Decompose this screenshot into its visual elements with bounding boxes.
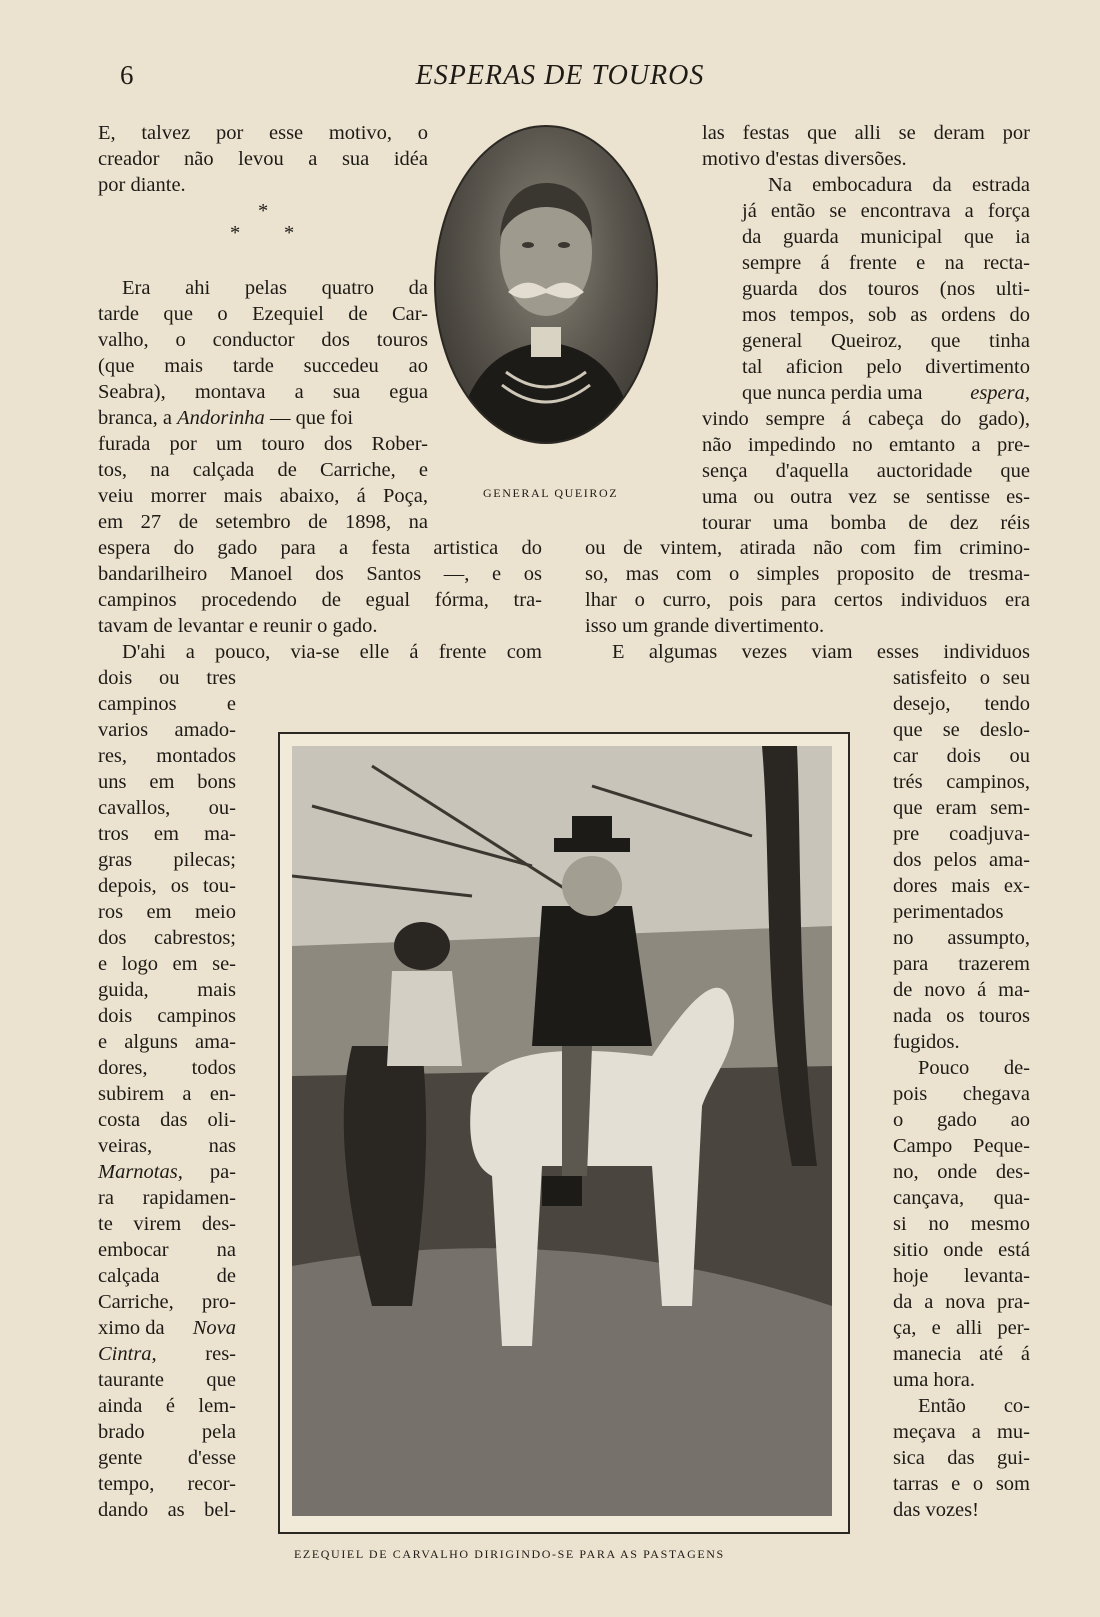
text-line: costa das oli- xyxy=(98,1109,236,1131)
text-line: general Queiroz, que tinha xyxy=(742,330,1030,352)
text-line: depois, os tou- xyxy=(98,875,236,897)
text-line: de novo á ma- xyxy=(893,979,1030,1001)
text-line: Era ahi pelas quatro da xyxy=(122,277,428,299)
text-line: calçada de xyxy=(98,1265,236,1287)
running-title: ESPERAS DE TOUROS xyxy=(415,60,705,91)
text-line: so, mas com o simples proposito de tresma- xyxy=(585,563,1030,585)
text-line-part: ximo da xyxy=(98,1317,165,1339)
portrait-caption: GENERAL QUEIROZ xyxy=(483,486,619,500)
text-line: hoje levanta- xyxy=(893,1265,1030,1287)
text-line: dores mais ex- xyxy=(893,875,1030,897)
text-line: dos cabrestos; xyxy=(98,927,236,949)
text-line: brado pela xyxy=(98,1421,236,1443)
text-line: que se deslo- xyxy=(893,719,1030,741)
text-line: gras pilecas; xyxy=(98,849,236,871)
text-line: Carriche, pro- xyxy=(98,1291,236,1313)
text-line: campinos procedendo de egual fórma, tra- xyxy=(98,589,542,611)
text-line: subirem a en- xyxy=(98,1083,236,1105)
text-line: dando as bel- xyxy=(98,1499,236,1521)
text-line: tempo, recor- xyxy=(98,1473,236,1495)
horseman-photo xyxy=(292,746,832,1516)
text-line: creador não levou a sua idéa xyxy=(98,148,428,170)
text-line: e alguns ama- xyxy=(98,1031,236,1053)
text-line: que eram sem- xyxy=(893,797,1030,819)
text-line: das vozes! xyxy=(893,1499,979,1521)
text-line: e logo em se- xyxy=(98,953,236,975)
text-line: para trazerem xyxy=(893,953,1030,975)
text-line: dos pelos ama- xyxy=(893,849,1030,871)
text-line xyxy=(742,380,1030,406)
section-mark: * xyxy=(284,222,295,244)
text-line: uma hora. xyxy=(893,1369,975,1391)
text-line: por diante. xyxy=(98,174,186,196)
text-line: car dois ou xyxy=(893,745,1030,767)
text-line xyxy=(98,1341,236,1367)
text-line: Pouco de- xyxy=(918,1057,1030,1079)
text-line-part: — que foi xyxy=(269,407,354,429)
text-line-part: que nunca perdia uma xyxy=(742,382,923,404)
text-line: dois ou tres xyxy=(98,667,236,689)
text-line: las festas que alli se deram por xyxy=(702,122,1030,144)
text-line: ça, e alli per- xyxy=(893,1317,1030,1339)
text-line: E algumas vezes viam esses individuos xyxy=(612,641,1030,663)
text-line: si no mesmo xyxy=(893,1213,1030,1235)
text-line: satisfeito o seu xyxy=(893,667,1030,689)
text-line: manecia até á xyxy=(893,1343,1030,1365)
text-line: tourar uma bomba de dez réis xyxy=(702,512,1030,534)
text-line xyxy=(98,1315,236,1341)
text-line: veiu morrer mais abaixo, á Poça, xyxy=(98,485,428,507)
text-line xyxy=(98,1159,236,1185)
text-line: valho, o conductor dos touros xyxy=(98,329,428,351)
text-line-italic: Cintra, xyxy=(98,1343,157,1365)
text-line: dores, todos xyxy=(98,1057,236,1079)
text-line: Seabra), montava a sua egua xyxy=(98,381,428,403)
text-line: espera do gado para a festa artistica do xyxy=(98,537,542,559)
text-line: taurante que xyxy=(98,1369,236,1391)
portrait-photo xyxy=(434,125,658,444)
text-line-part: res- xyxy=(205,1343,236,1365)
text-line: tarde que o Ezequiel de Car- xyxy=(98,303,428,325)
text-line: sica das gui- xyxy=(893,1447,1030,1469)
text-line: uma ou outra vez se sentisse es- xyxy=(702,486,1030,508)
text-line: E, talvez por esse motivo, o xyxy=(98,122,428,144)
text-line-part: branca, a xyxy=(98,407,172,429)
text-line: ros em meio xyxy=(98,901,236,923)
text-line: uns em bons xyxy=(98,771,236,793)
text-line: dois campinos xyxy=(98,1005,236,1027)
text-line: Então co- xyxy=(918,1395,1030,1417)
text-line: no assumpto, xyxy=(893,927,1030,949)
text-line-part: pa- xyxy=(209,1161,236,1183)
text-line: varios amado- xyxy=(98,719,236,741)
text-line: te virem des- xyxy=(98,1213,236,1235)
text-line: tavam de levantar e reunir o gado. xyxy=(98,615,378,637)
text-line: meçava a mu- xyxy=(893,1421,1030,1443)
text-line: res, montados xyxy=(98,745,236,767)
text-line-italic: espera, xyxy=(970,382,1030,404)
text-line: cavallos, ou- xyxy=(98,797,236,819)
text-line: sitio onde está xyxy=(893,1239,1030,1261)
portrait-illustration xyxy=(436,127,656,442)
text-line: mos tempos, sob as ordens do xyxy=(742,304,1030,326)
text-line: o gado ao xyxy=(893,1109,1030,1131)
section-mark: * xyxy=(230,222,241,244)
text-line: desejo, tendo xyxy=(893,693,1030,715)
text-line: tal aficion pelo divertimento xyxy=(742,356,1030,378)
text-line: guida, mais xyxy=(98,979,236,1001)
page-number: 6 xyxy=(120,60,134,90)
text-line: furada por um touro dos Rober- xyxy=(98,433,428,455)
text-line: tarras e o som xyxy=(893,1473,1030,1495)
text-line: ra rapidamen- xyxy=(98,1187,236,1209)
horseman-illustration xyxy=(292,746,832,1516)
text-line: ou de vintem, atirada não com fim crimino- xyxy=(585,537,1030,559)
text-line: ainda é lem- xyxy=(98,1395,236,1417)
text-line xyxy=(98,405,353,431)
text-line: isso um grande divertimento. xyxy=(585,615,825,637)
text-line: bandarilheiro Manoel dos Santos —, e os xyxy=(98,563,542,585)
text-line: gente d'esse xyxy=(98,1447,236,1469)
text-line: da a nova pra- xyxy=(893,1291,1030,1313)
section-mark: * xyxy=(258,200,269,222)
photo-caption: EZEQUIEL DE CARVALHO DIRIGINDO-SE PARA AS PASTAGENS xyxy=(294,1547,725,1561)
text-line: pois chegava xyxy=(893,1083,1030,1105)
text-line: perimentados xyxy=(893,901,1004,923)
text-line-italic: Marnotas, xyxy=(98,1161,183,1183)
text-line: (que mais tarde succedeu ao xyxy=(98,355,428,377)
text-line: nada os touros xyxy=(893,1005,1030,1027)
text-line: em 27 de setembro de 1898, na xyxy=(98,511,428,533)
text-line: fugidos. xyxy=(893,1031,960,1053)
text-line: Campo Peque- xyxy=(893,1135,1030,1157)
text-line: já então se encontrava a força xyxy=(742,200,1030,222)
text-line: lhar o curro, pois para certos individuos era xyxy=(585,589,1030,611)
text-line: campinos e xyxy=(98,693,236,715)
text-line: cançava, qua- xyxy=(893,1187,1030,1209)
text-line: trés campinos, xyxy=(893,771,1030,793)
text-line: não impedindo no emtanto a pre- xyxy=(702,434,1030,456)
text-line: da guarda municipal que ia xyxy=(742,226,1030,248)
text-line: veiras, nas xyxy=(98,1135,236,1157)
text-line: motivo d'estas diversões. xyxy=(702,148,907,170)
text-line: pre coadjuva- xyxy=(893,823,1030,845)
text-line-italic: Nova xyxy=(192,1317,236,1339)
text-line: tros em ma- xyxy=(98,823,236,845)
text-line: embocar na xyxy=(98,1239,236,1261)
text-line-italic: Andorinha xyxy=(177,407,265,429)
text-line: D'ahi a pouco, via-se elle á frente com xyxy=(122,641,542,663)
text-line: guarda dos touros (nos ulti- xyxy=(742,278,1030,300)
text-line: tos, na calçada de Carriche, e xyxy=(98,459,428,481)
text-line: vindo sempre á cabeça do gado), xyxy=(702,408,1030,430)
text-line: sença d'aquella auctoridade que xyxy=(702,460,1030,482)
text-line: no, onde des- xyxy=(893,1161,1030,1183)
photo-frame xyxy=(278,732,850,1534)
text-line: sempre á frente e na recta- xyxy=(742,252,1030,274)
text-line: Na embocadura da estrada xyxy=(768,174,1030,196)
